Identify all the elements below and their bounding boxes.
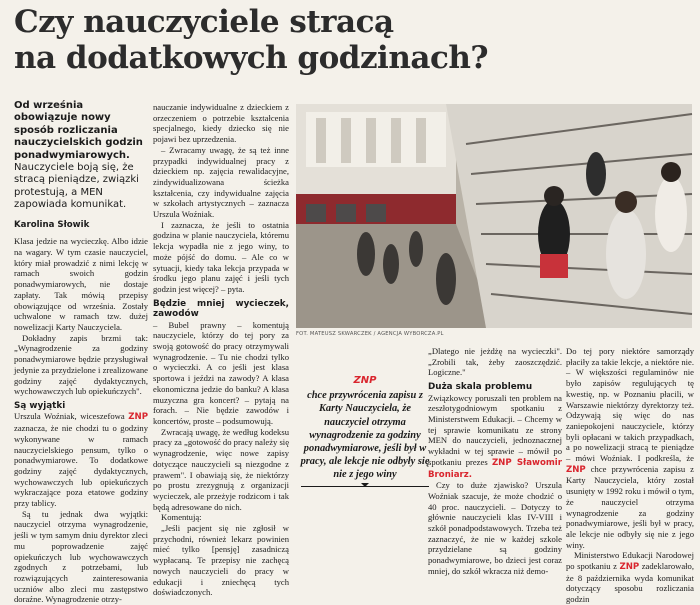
text-run: chce przywrócenia zapisu z Karty Nauczyciela, który został usunięty w 1992 roku i mówił o tym, że nauczyciel otrzyma wynagrodzenie za godziny ponadwymiarowe, jeśli był w pracy, ale lekcje nie odbyły się nie z jego winy. <box>566 463 694 550</box>
photo-caption: FOT. MATEUSZ SKWARCZEK / AGENCJA WYBORCZA.PL <box>296 331 444 337</box>
pull-quote <box>299 374 431 492</box>
body-paragraph: Komentują: <box>161 512 202 523</box>
znp-mark: ZNP <box>128 412 148 423</box>
headline <box>14 4 654 76</box>
body-paragraph: Czy to duże zjawisko? Urszula Woźniak szacuje, że może chodzić o 40 proc. nauczycieli. – Dotyczy to głównie nauczycieli klas IV-VIII i szkół ponadpodstawowych. Trzeba też zaznaczyć, że nie w każdej szkole przydzielane są godziny ponadwymiarowe, bo dzieci jest coraz mniej, do szkół wkracza niż demo- <box>428 480 562 576</box>
body-paragraph: Zwracają uwagę, że według kodeksu pracy za „gotowość do pracy należy się wynagrodzenie, więc nowe zapisy dotyczące nauczycieli są niezgodne z prawem". I obawiają się, że niektórzy po prostu zrezygnują z organizacji wycieczek, ale przeżyje rodzicom i tak będą adresowane do nich. <box>153 426 290 512</box>
body-paragraph <box>428 393 562 481</box>
headline-line-1: Czy nauczyciele stracą <box>14 4 394 40</box>
body-paragraph: „Dlatego nie jeżdżę na wycieczki". „Zrobili tak, żeby zaoszczędzić. Logiczne." <box>428 346 562 378</box>
text-run: Ministerstwo Edukacji Narodowej po spotkaniu z <box>566 550 694 572</box>
subheading: Będzie mniej wycieczek, zawodów <box>153 298 289 320</box>
school-corridor-photo <box>296 104 692 328</box>
text-run: zadeklarowało, że 8 października wyda komunikat dotyczący sposobu rozliczania godzin <box>566 561 694 605</box>
subheading: Są wyjątki <box>14 400 66 411</box>
article-column-2 <box>153 102 290 598</box>
lead-bold: Od września obowiązuje nowy sposób rozliczania nauczycielskich godzin ponadwymiarowych. <box>14 100 143 161</box>
znp-mark: ZNP <box>619 562 640 573</box>
lead-rest: Nauczyciele boją się, że stracą pieniądze, związki protestują, a MEN zapowiada komunikat. <box>14 162 139 211</box>
headline-line-2: na dodatkowych godzinach? <box>14 40 489 76</box>
body-paragraph <box>566 346 694 550</box>
body-paragraph <box>14 411 148 508</box>
text-run: Do tej pory niektóre samorządy płaciły za takie lekcje, a niektóre nie. – W większości regulaminów nie było zapisów regulujących tę kwestię, np. w Poznaniu płacili, w Warszawie niektórzy dyrektorzy też. Odzywają się więc do nas zaniepokojeni nauczyciele, którzy byli opłacani w takich przypadkach, a po nowelizacji stracą te pieniądze – mówi Woźniak. I podkreśla, że <box>566 346 694 464</box>
pull-quote-divider <box>301 486 429 492</box>
text-run: Sławomir Broniarz. <box>428 457 562 480</box>
article-column-1 <box>14 100 148 605</box>
body-paragraph: Są tu jednak dwa wyjątki: nauczyciel otrzyma wynagrodzenie, jeśli w tym samym dniu dyrektor zleci mu poprowadzenie zajęć opiekuńczych lub wychowawczych zgodnych z potrzebami, lub rozwiązujących zainteresowania uczniów albo zleci mu zastępstwo doraźne. Wynagrodzenie otrzy- <box>14 508 148 605</box>
article-column-5 <box>566 346 694 605</box>
text-run: Związkowcy poruszali ten problem na zeszłotygodniowym spotkaniu z Ministerstwem Edukacji. – Chcemy w tej sprawie komunikatu ze strony MEN do nauczycieli, jednoznacznej wykładni w tej sprawie – mówił po spotkaniu prezes <box>428 392 562 467</box>
body-paragraph: nauczanie indywidualne z dzieckiem z orzeczeniem o potrzebie kształcenia specjalnego, kiedy dziecko się nie pojawi bez uprzedzenia. <box>153 102 289 145</box>
znp-logo: ZNP <box>353 375 377 386</box>
body-paragraph: Klasa jedzie na wycieczkę. Albo idzie na wagary. W tym czasie nauczyciel, który miał prowadzić z nimi lekcję w ramach swoich godzin ponadwymiarowych, nie dostaje zapłaty. Tak mówią przepisy obowiązujące od września. Zostały uchwalone w ramach tzw. dużej nowelizacji Karty Nauczyciela. <box>14 236 148 332</box>
znp-mark: ZNP <box>566 464 586 475</box>
body-paragraph: Dokładny zapis brzmi tak: „Wynagrodzenie za godziny ponadwymiarowe będzie przysługiwał jedynie za przydzielone i zrealizowane godziny zajęć dydaktycznych, wychowawczych lub opiekuńczych". <box>14 332 148 397</box>
pull-quote-text: chce przywrócenia zapisu z Karty Nauczyciela, że nauczyciel otrzyma wynagrodzenie za godziny ponadwymiarowe, jeśli był w pracy, ale lekcje nie odbyły się nie z jego winy <box>300 390 430 481</box>
subheading: Duża skala problemu <box>428 382 533 393</box>
znp-mark: ZNP <box>491 457 512 468</box>
text-run: Urszula Woźniak, wiceszefowa <box>14 411 129 422</box>
photo-illustration <box>296 104 692 328</box>
body-paragraph <box>566 550 694 605</box>
body-paragraph: I zaznacza, że jeśli to ostatnia godzina w planie nauczyciela, któremu lekcja wypadła nie z jego winy, to może pójść do domu. – Ale co w sytuacji, kiedy taka lekcja przypada w środku jego planu zajęć i jeśli tych godzin jest więcej? – pyta. <box>153 219 289 294</box>
author-byline: Karolina Słowik <box>14 219 90 230</box>
body-paragraph: „Jeśli pacjent się nie zgłosił w przychodni, również lekarz powinien mieć tylko [pensję] zasadniczą wypłacaną. Te przepisy nie zachęcą nowych nauczycieli do pracy w edukacji i zniechęcą tych doświadczonych. <box>153 523 289 598</box>
article-column-4 <box>428 346 562 576</box>
text-run: zaznacza, że nie chodzi tu o godziny wykonywane w ramach nauczycielskiego pensum, tylko o ponadwymiarowe. To dodatkowe godziny zajęć dydaktycznych, wychowawczych lub opiekuńczych wykraczające poza etatowe godziny przy tablicy. <box>14 423 148 509</box>
body-paragraph: – Bubel prawny – komentują nauczyciele, którzy do tej pory za swoją gotowość do pracy otrzymywali wynagrodzenie. – Tu nie chodzi tylko o wycieczki. A co jeśli jest klasa sportowa i jeździ na zawody? A klasa ekonomiczna jedzie do banku? A klasa muzyczna gra koncert? – pytają na forach. – Nie będzie zawodów i koncertów, proste – podsumowują. <box>153 319 289 426</box>
lead-paragraph <box>14 100 148 212</box>
body-paragraph: – Zwracamy uwagę, że są też inne przypadki indywidualnej pracy z dzieckiem np. zajęcia rewalidacyjne, zindywidualizowana ścieżka kształcenia, czy indywidualne zajęcia w szkołach artystycznych – zaznacza Urszula Woźniak. <box>153 144 289 220</box>
